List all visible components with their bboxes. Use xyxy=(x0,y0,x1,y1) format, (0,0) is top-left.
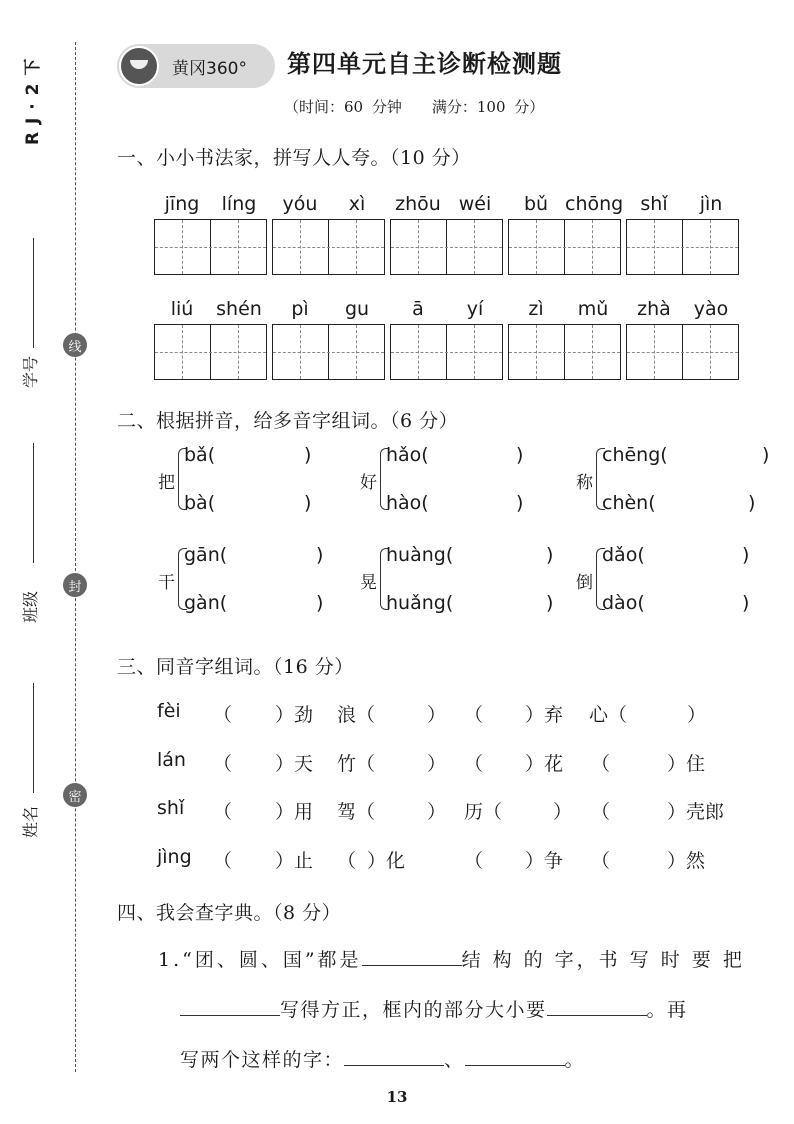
fill-cell[interactable]: ） xyxy=(427,801,447,823)
student-id-line xyxy=(33,238,34,348)
fill-cell[interactable]: （ xyxy=(213,704,233,726)
fill-cell[interactable]: ）用 xyxy=(275,801,314,823)
pinyin-word xyxy=(508,298,621,384)
polyphone-char: 称 xyxy=(576,473,593,493)
polyphone-char: 干 xyxy=(158,573,175,593)
fill-cell[interactable]: ） xyxy=(427,704,447,726)
reading-a[interactable]: bǎ( ) xyxy=(184,444,312,466)
pinyin-word xyxy=(508,193,624,279)
pinyin-syllable: zhōu xyxy=(395,193,441,215)
pinyin-word xyxy=(390,298,503,384)
fill-cell[interactable]: ）住 xyxy=(667,753,706,775)
pinyin-syllable: yào xyxy=(693,298,729,320)
pinyin-syllable: zhà xyxy=(637,298,671,320)
polyphone-item xyxy=(576,444,776,514)
answer-blank[interactable] xyxy=(362,946,462,966)
answer-blank[interactable] xyxy=(547,996,647,1016)
section-3-title: 三、同音字组词。（16 分） xyxy=(117,656,354,678)
answer-blank[interactable] xyxy=(180,996,280,1016)
pinyin-syllable: jìn xyxy=(699,193,723,215)
fill-cell[interactable]: 历（ xyxy=(464,801,503,823)
edition-code: R J · 2 下 xyxy=(23,57,43,145)
dict-line-3: 写两个这样的字： 、 。 xyxy=(180,1045,585,1072)
seal-xian: 线 xyxy=(63,333,87,357)
pinyin-word xyxy=(272,298,385,384)
fill-cell[interactable]: （ xyxy=(337,850,357,872)
tianzige-box[interactable] xyxy=(154,219,267,275)
fill-cell[interactable]: ）争 xyxy=(525,850,564,872)
fill-cell[interactable]: 竹（ xyxy=(337,753,376,775)
pinyin-syllable: jīng xyxy=(164,193,200,215)
fill-cell[interactable]: （ xyxy=(213,801,233,823)
brand-badge: 黄冈360° xyxy=(117,44,275,88)
fill-cell[interactable]: （ xyxy=(213,850,233,872)
pinyin-syllable: líng xyxy=(221,193,257,215)
tianzige-box[interactable] xyxy=(390,219,503,275)
fold-line xyxy=(75,42,76,1072)
fill-cell[interactable]: ）弃 xyxy=(525,704,564,726)
homophone-pinyin: jìng xyxy=(157,846,192,868)
pinyin-syllable: xì xyxy=(348,193,366,215)
pinyin-word xyxy=(272,193,385,279)
fill-cell[interactable]: 心（ xyxy=(589,704,628,726)
dict-line-1: 1.“团、圆、国”都是 结 构 的 字，书 写 时 要 把 xyxy=(158,945,745,972)
homophone-pinyin: fèi xyxy=(157,700,181,722)
pinyin-syllable: chōng xyxy=(565,193,624,215)
fill-cell[interactable]: （ xyxy=(591,850,611,872)
polyphone-item xyxy=(576,544,776,614)
fill-cell[interactable]: ）然 xyxy=(667,850,706,872)
section-1-title: 一、小小书法家，拼写人人夸。（10 分） xyxy=(117,147,471,169)
tianzige-box[interactable] xyxy=(626,219,739,275)
homophone-pinyin: shǐ xyxy=(157,797,185,819)
pinyin-syllable: liú xyxy=(170,298,194,320)
fill-cell[interactable]: （ xyxy=(591,753,611,775)
tianzige-box[interactable] xyxy=(390,324,503,380)
fill-cell[interactable]: ）化 xyxy=(367,850,406,872)
tianzige-box[interactable] xyxy=(272,324,385,380)
reading-a[interactable]: dǎo( ) xyxy=(602,544,750,566)
polyphone-item xyxy=(360,544,560,614)
pinyin-word xyxy=(154,193,267,279)
reading-b[interactable]: bà( ) xyxy=(184,492,312,514)
homophone-row xyxy=(157,749,757,779)
seal-mi: 密 xyxy=(63,783,87,807)
pinyin-syllable: pì xyxy=(291,298,309,320)
reading-b[interactable]: dào( ) xyxy=(602,592,750,614)
polyphone-item xyxy=(158,444,358,514)
page-number: 13 xyxy=(386,1088,408,1106)
pinyin-syllable: mǔ xyxy=(577,298,609,320)
fill-cell[interactable]: （ xyxy=(464,753,484,775)
fill-cell[interactable]: （ xyxy=(464,850,484,872)
fill-cell[interactable]: （ xyxy=(213,753,233,775)
page-title: 第四单元自主诊断检测题 xyxy=(287,50,562,78)
pinyin-word xyxy=(626,193,739,279)
fill-cell[interactable]: ） xyxy=(427,753,447,775)
polyphone-char: 把 xyxy=(158,473,175,493)
exam-info: （时间：60 分钟 满分：100 分） xyxy=(284,98,545,116)
fill-cell[interactable]: ）止 xyxy=(275,850,314,872)
fill-cell[interactable]: ）花 xyxy=(525,753,564,775)
fill-cell[interactable]: （ xyxy=(591,801,611,823)
fill-cell[interactable]: ）劲 xyxy=(275,704,314,726)
polyphone-char: 倒 xyxy=(576,573,593,593)
dict-line-2: 写得方正，框内的部分大小要 。再 xyxy=(180,995,688,1022)
fill-cell[interactable]: ） xyxy=(553,801,573,823)
fill-cell[interactable]: （ xyxy=(464,704,484,726)
reading-b[interactable]: hào( ) xyxy=(386,492,524,514)
reading-b[interactable]: chèn( ) xyxy=(602,492,756,514)
polyphone-char: 好 xyxy=(360,473,377,493)
reading-a[interactable]: huàng( ) xyxy=(386,544,554,566)
section-4-title: 四、我会查字典。（8 分） xyxy=(117,902,342,924)
name-line xyxy=(33,683,34,793)
homophone-row xyxy=(157,846,757,876)
pinyin-word xyxy=(390,193,503,279)
fill-cell[interactable]: ） xyxy=(687,704,707,726)
seal-feng: 封 xyxy=(63,573,87,597)
tianzige-box[interactable] xyxy=(508,219,621,275)
reading-b[interactable]: huǎng( ) xyxy=(386,592,554,614)
pinyin-syllable: ā xyxy=(412,298,424,320)
pinyin-word xyxy=(154,298,267,384)
reading-a[interactable]: hǎo( ) xyxy=(386,444,524,466)
reading-b[interactable]: gàn( ) xyxy=(184,592,324,614)
section-2-title: 二、根据拼音，给多音字组词。（6 分） xyxy=(117,410,459,432)
tianzige-box[interactable] xyxy=(508,324,621,380)
polyphone-char: 晃 xyxy=(360,573,377,593)
pinyin-syllable: yí xyxy=(466,298,484,320)
reading-a[interactable]: gān( ) xyxy=(184,544,324,566)
pinyin-syllable: yóu xyxy=(282,193,318,215)
homophone-row xyxy=(157,797,757,827)
homophone-pinyin: lán xyxy=(157,749,186,771)
fill-cell[interactable]: ）天 xyxy=(275,753,314,775)
pinyin-syllable: shǐ xyxy=(640,193,668,215)
pinyin-syllable: wéi xyxy=(458,193,492,215)
fill-cell[interactable]: ）壳郎 xyxy=(667,801,725,823)
tianzige-box[interactable] xyxy=(272,219,385,275)
reading-a[interactable]: chēng( ) xyxy=(602,444,770,466)
pinyin-syllable: zì xyxy=(528,298,544,320)
homophone-row xyxy=(157,700,757,730)
tianzige-box[interactable] xyxy=(154,324,267,380)
tianzige-box[interactable] xyxy=(626,324,739,380)
fill-cell[interactable]: 浪（ xyxy=(337,704,376,726)
pinyin-syllable: bǔ xyxy=(523,193,549,215)
pinyin-syllable: shén xyxy=(216,298,262,320)
mascot-icon xyxy=(119,46,159,86)
pinyin-word xyxy=(626,298,739,384)
fill-cell[interactable]: 驾（ xyxy=(337,801,376,823)
answer-blank[interactable] xyxy=(465,1046,565,1066)
class-line xyxy=(33,443,34,563)
pinyin-syllable: gu xyxy=(344,298,370,320)
polyphone-item xyxy=(360,444,560,514)
polyphone-item xyxy=(158,544,358,614)
answer-blank[interactable] xyxy=(344,1046,444,1066)
